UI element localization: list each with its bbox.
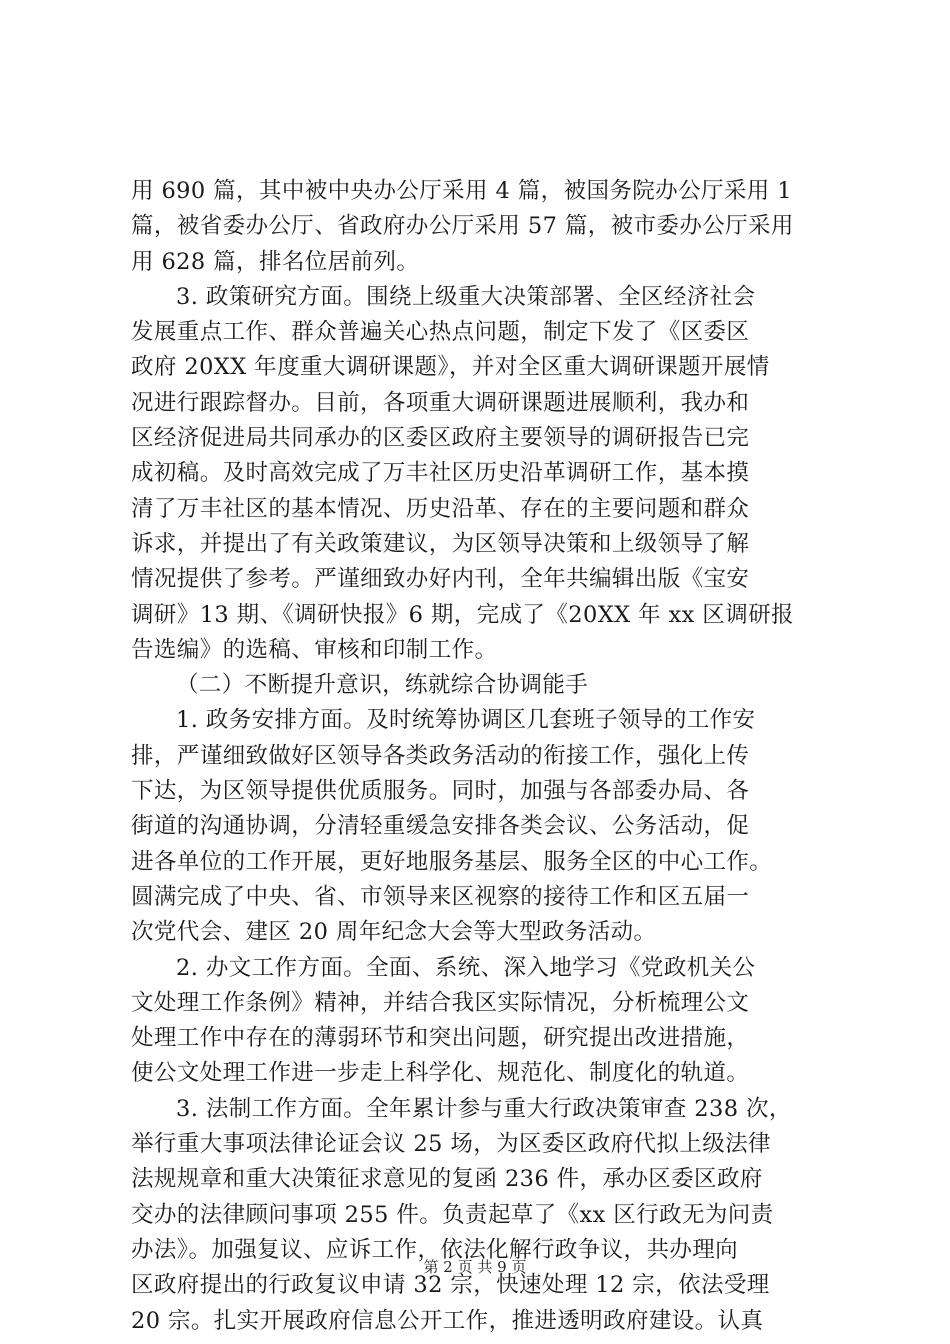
text-line: 发展重点工作、群众普遍关心热点问题，制定下发了《区委区 [131, 319, 750, 346]
text-line: 清了万丰社区的基本情况、历史沿革、存在的主要问题和群众 [131, 495, 750, 522]
text-line: 诉求，并提出了有关政策建议，为区领导决策和上级领导了解 [131, 530, 750, 557]
paragraph-start-document-work: 2. 办文工作方面。全面、系统、深入地学习《党政机关公 [176, 954, 756, 981]
text-line: 法规规章和重大决策征求意见的复函 236 件，承办区委区政府 [131, 1166, 763, 1193]
text-line: 20 宗。扎实开展政府信息公开工作，推进透明政府建设。认真 [131, 1307, 764, 1334]
text-line: 排，严谨细致做好区领导各类政务活动的衔接工作，强化上传 [131, 742, 750, 769]
text-line: 成初稿。及时高效完成了万丰社区历史沿革调研工作，基本摸 [131, 460, 750, 487]
text-line: 进各单位的工作开展，更好地服务基层、服务全区的中心工作。 [131, 848, 773, 875]
text-line: 政府 20XX 年度重大调研课题》，并对全区重大调研课题开展情 [131, 354, 770, 381]
text-line: 区政府提出的行政复议申请 32 宗，快速处理 12 宗，依法受理 [131, 1272, 770, 1299]
text-line: 下达，为区领导提供优质服务。同时，加强与各部委办局、各 [131, 778, 750, 805]
paragraph-start-government-affairs: 1. 政务安排方面。及时统筹协调区几套班子领导的工作安 [176, 707, 756, 734]
text-line: 交办的法律顾问事项 255 件。负责起草了《xx 区行政无为问责 [131, 1201, 774, 1228]
text-line: 使公文处理工作进一步走上科学化、规范化、制度化的轨道。 [131, 1060, 750, 1087]
text-line: 情况提供了参考。严谨细致办好内刊，全年共编辑出版《宝安 [131, 566, 750, 593]
section-heading: （二）不断提升意识，练就综合协调能手 [176, 672, 589, 699]
text-line: 篇，被省委办公厅、省政府办公厅采用 57 篇，被市委办公厅采用 [131, 213, 794, 240]
text-line: 告选编》的选稿、审核和印制工作。 [131, 636, 498, 663]
text-line: 圆满完成了中央、省、市领导来区视察的接待工作和区五届一 [131, 883, 750, 910]
text-line: 调研》13 期、《调研快报》6 期，完成了《20XX 年 xx 区调研报 [131, 601, 794, 628]
text-line: 用 690 篇，其中被中央办公厅采用 4 篇，被国务院办公厅采用 1 [131, 178, 792, 204]
paragraph-start-legal-work: 3. 法制工作方面。全年累计参与重大行政决策审查 238 次， [176, 1095, 792, 1122]
document-body [131, 174, 831, 1339]
text-line: 用 628 篇，排名位居前列。 [131, 248, 420, 275]
page-number-footer: 第 2 页 共 9 页 [423, 1258, 527, 1276]
text-line: 况进行跟踪督办。目前，各项重大调研课题进展顺利，我办和 [131, 389, 750, 416]
text-line: 处理工作中存在的薄弱环节和突出问题，研究提出改进措施， [131, 1025, 750, 1052]
text-line: 办法》。加强复议、应诉工作，依法化解行政争议，共办理向 [131, 1236, 739, 1263]
text-line: 区经济促进局共同承办的区委区政府主要领导的调研报告已完 [131, 425, 750, 452]
text-line: 街道的沟通协调，分清轻重缓急安排各类会议、公务活动，促 [131, 813, 750, 840]
text-line: 次党代会、建区 20 周年纪念大会等大型政务活动。 [131, 919, 657, 946]
text-line: 举行重大事项法律论证会议 25 场，为区委区政府代拟上级法律 [131, 1131, 771, 1158]
paragraph-start-policy-research: 3. 政策研究方面。围绕上级重大决策部署、全区经济社会 [176, 283, 756, 310]
text-line: 文处理工作条例》精神，并结合我区实际情况，分析梳理公文 [131, 989, 750, 1016]
